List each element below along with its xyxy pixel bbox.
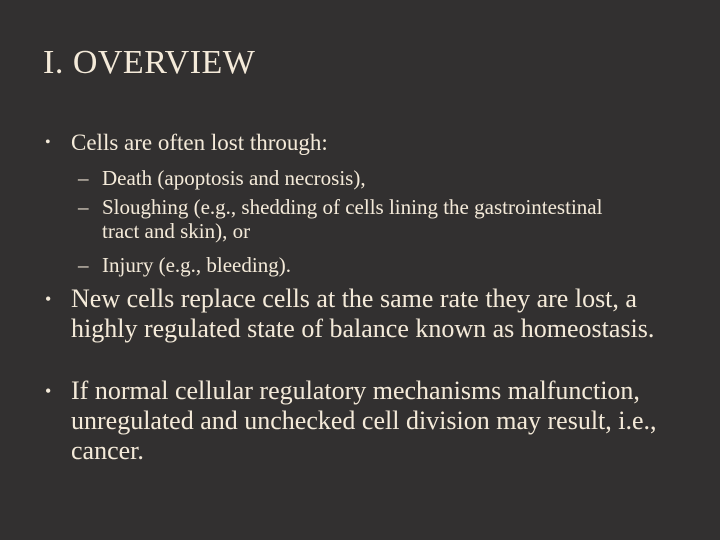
sub-bullet-item — [0, 195, 720, 243]
bullet-marker: • — [45, 289, 52, 309]
bullet-item — [0, 128, 720, 158]
bullet-item — [0, 376, 720, 466]
sub-bullet-text: Death (apoptosis and necrosis), — [102, 166, 366, 190]
sub-bullet-marker: – — [78, 253, 89, 277]
sub-bullet-item — [0, 166, 720, 190]
slide-title: I. OVERVIEW — [43, 44, 256, 81]
bullet-text: Cells are often lost through: — [71, 130, 328, 155]
sub-bullet-marker: – — [78, 195, 89, 219]
sub-bullet-item — [0, 253, 720, 277]
sub-bullet-marker: – — [78, 166, 89, 190]
sub-bullet-text: Injury (e.g., bleeding). — [102, 253, 291, 277]
bullet-marker: • — [45, 134, 51, 151]
bullet-text: If normal cellular regulatory mechanisms malfunction, unregulated and unchecked cell division may result, i.e., cancer. — [71, 376, 657, 465]
bullet-marker: • — [45, 381, 52, 401]
bullet-item — [0, 284, 720, 344]
sub-bullet-text: Sloughing (e.g., shedding of cells lining the gastrointestinal tract and skin), or — [102, 195, 603, 243]
bullet-text: New cells replace cells at the same rate they are lost, a highly regulated state of balance known as homeostasis. — [71, 284, 655, 343]
